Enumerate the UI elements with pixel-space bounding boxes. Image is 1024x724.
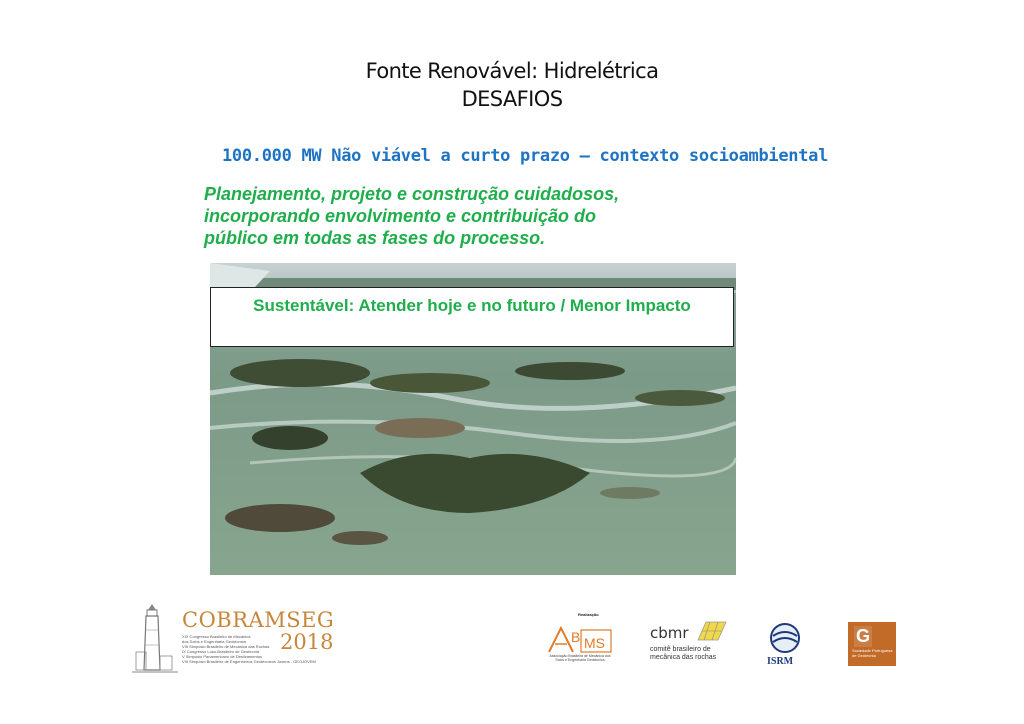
spg-letter: G [856,626,871,646]
slide-subtitle: 100.000 MW Não viável a curto prazo – contexto socioambiental [221,146,829,166]
cobramseg-line: dos Solos e Engenharia Geotécnica [182,639,246,644]
planning-text [204,183,724,249]
cobramseg-name: COBRAMSEG [182,608,335,632]
isrm-logo [765,622,805,670]
abms-header: Realização [578,612,599,617]
cobramseg-line: VIII Simpósio Brasileiro de Engenheiros Geotécnicos Jovens - GEOJOVEM [182,659,316,664]
cbmr-subtitle: comitê brasileiro de mecânica das rochas [650,646,717,661]
abms-logo [545,612,615,672]
cobramseg-line: V Simpósio Panamericano de Deslizamentos [182,654,263,659]
planning-line-3: público em todas as fases do processo. [204,228,546,248]
cobramseg-line: XIX Congresso Brasileiro de Mecânica [182,634,251,639]
slide-title-desafios: DESAFIOS [461,87,563,111]
cobramseg-year: 2018 [280,630,334,654]
svg-text:MS: MS [584,635,605,651]
spg-logo [848,622,896,666]
svg-text:B: B [571,629,581,645]
cbmr-grid-icon [694,620,728,642]
cobramseg-line: VIII Simpósio Brasileiro de Mecânica das Rochas [182,644,270,649]
planning-line-2: incorporando envolvimento e contribuição do [204,206,597,226]
abms-caption: Associação Brasileira de Mecânica dos Solos e Engenharia Geotécnica [549,654,611,662]
isrm-globe-icon [765,622,805,656]
sustainability-callout-box: Sustentável: Atender hoje e no futuro / Menor Impacto [210,287,734,347]
slide-title: Fonte Renovável: Hidrelétrica [365,59,659,83]
lighthouse-icon [130,600,180,680]
planning-line-1: Planejamento, projeto e construção cuidadosos, [204,184,620,204]
isrm-label: ISRM [767,656,794,667]
spg-caption: Sociedade Portuguesa de Geotecnia [852,648,893,658]
cbmr-name: cbmr [650,624,689,642]
cobramseg-line: IX Congresso Luso-Brasileiro de Geotecnia [182,649,259,654]
abms-mark-icon [545,618,615,658]
cbmr-logo [650,620,730,670]
cobramseg-logo [130,598,340,680]
